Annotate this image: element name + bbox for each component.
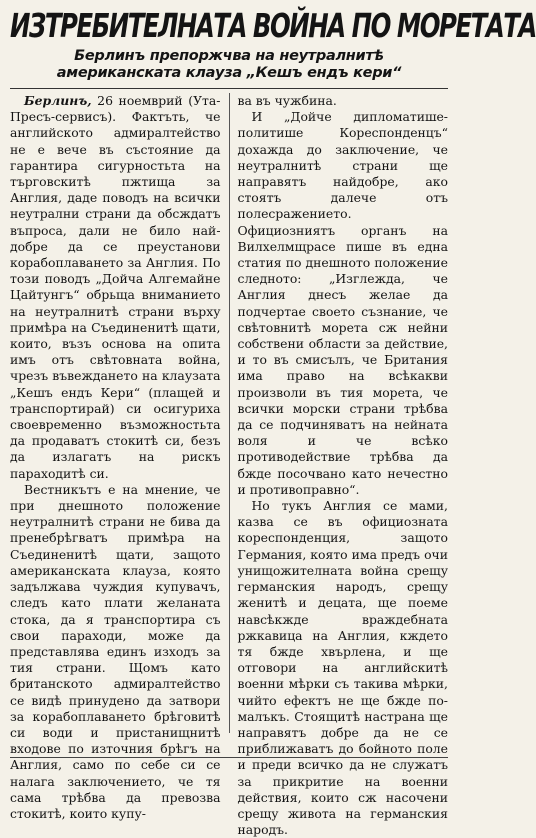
column-right (237, 93, 449, 838)
paragraph (10, 93, 221, 482)
paragraph: Но тукъ Англия се мами, казва се въ официозната кореспонденция, защото Германия, която има предъ очи унищожителната война срещу германския народъ, срещу женитѣ и децата, ще поеме навсѣкжде враждебната ржкавица на Англия, кждето тя бжде хвърлена, и ще отговори на английскитѣ военни мѣрки съ такива мѣрки, чийто ефектъ не ще бжде по-малъкъ. Стоящитѣ настрана ще направятъ добре да не се приближаватъ до бойното поле и преди всичко да не служатъ за прикритие на военни действия, които сж насочени срещу живота на германския народъ. (237, 498, 448, 838)
paragraph-text: 26 ноемврий (Ута-Пресъ-сервисъ). Фактъть, че английското адмиралтейство не е вече въ състояние да гарантира сигурностьта на търговскитѣ пжтища за Англия, даде поводъ на всички неутрални страни да обсждатъ въпроса, дали не било най-добре да се преустанови корабоплаването за Англия. По този поводъ „Дойча Алгемайне Цайтунгъ“ обрьща вниманието на неутралнитѣ страни върху примѣра на Съединенитѣ щати, които, възъ основа на опита имъ отъ свѣтовната война, чрезъ въвеждането на клаузата „Кешъ ендъ Кери“ (плащей и транспортирай) си осигуриха своевременно възможностьта да продаватъ стокитѣ си, безъ да излагатъ на рискъ параходитѣ си. (10, 93, 221, 481)
subheadline: Берлинъ препоржчва на неутралнитѣ американската клауза „Кешъ ендъ кери“ (56, 48, 402, 81)
header-rule (10, 88, 448, 89)
column-divider (229, 93, 230, 733)
bottom-rule (10, 757, 448, 758)
column-left (10, 93, 221, 821)
article-body (10, 93, 448, 838)
dateline: Берлинъ, (24, 93, 92, 108)
paragraph: ва въ чужбина. (237, 93, 337, 108)
paragraph: Вестникътъ е на мнение, че при днешното положение неутралнитѣ страни не бива да пренебрѣгватъ примѣра на Съединенитѣ щати, защото американската клауза, която задължава чуждия купувачъ, следъ като плати желаната стока, да я транспортира съ свои параходи, може да представлява единъ изходъ за тия страни. Щомъ като британското адмиралтейство се видѣ принудено да затвори за корабоплаването брѣговитѣ си води и пристанищнитѣ входове по източния брѣгъ на Англия, само по себе си се налага заключението, че тя сама трѣбва да превозва стокитѣ, които купу- (10, 481, 221, 821)
headline: ИЗТРЕБИТЕЛНАТА ВОЙНА ПО МОРЕТАТА (10, 6, 536, 45)
paragraph: И „Дойче дипломатише-политише Кореспонденцъ“ дохажда до заключение, че неутралнитѣ страни ще направятъ найдобре, ако стоятъ далече отъ полесражението. Официозниятъ органъ на Вилхелмщрасе пише въ една статия по днешното положение следното: „Изглежда, че Англия днесъ желае да подчертае своето съзнание, че свѣтовнитѣ морета сж нейни собствени области за действие, и то въ смисълъ, че Британия има право на всѣкакви произволи въ тия морета, че всички морски страни трѣбва да се подчиняватъ на нейната воля и че всѣко противодействие трѣбва да бжде посочвано като нечестно и противоправно“. (237, 109, 448, 497)
